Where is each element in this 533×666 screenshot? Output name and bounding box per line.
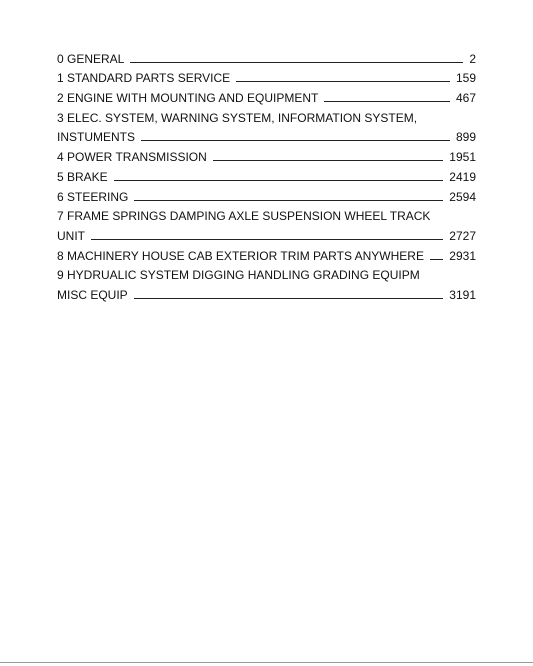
toc-entry-hydraulic-line-1[interactable] <box>57 263 476 283</box>
toc-entry-page: 2594 <box>449 189 476 204</box>
toc-entry-frame-line-1[interactable] <box>57 204 476 224</box>
toc-entry-title: 5 BRAKE <box>57 169 108 184</box>
toc-entry-title-line: 9 HYDRUALIC SYSTEM DIGGING HANDLING GRADING EQUIPM <box>57 268 420 283</box>
toc-entry-general[interactable] <box>57 46 476 66</box>
toc-leader-line <box>213 160 443 161</box>
toc-leader-line <box>91 239 443 240</box>
toc-entry-title: UNIT <box>57 228 85 243</box>
toc-entry-title: 8 MACHINERY HOUSE CAB EXTERIOR TRIM PARTS ANYWHERE <box>57 248 424 263</box>
toc-entry-brake[interactable] <box>57 164 476 184</box>
toc-entry-page: 2419 <box>449 169 476 184</box>
toc-entry-page: 159 <box>455 71 476 86</box>
toc-entry-page: 2 <box>469 51 476 66</box>
toc-entry-title-line: 3 ELEC. SYSTEM, WARNING SYSTEM, INFORMATION SYSTEM, <box>57 110 418 125</box>
toc-entry-page: 3191 <box>449 287 476 302</box>
toc-leader-line <box>114 180 444 181</box>
toc-entry-machinery-house[interactable] <box>57 243 476 263</box>
toc-entry-elec-system-line-1[interactable] <box>57 105 476 125</box>
toc-entry-page: 467 <box>455 91 476 106</box>
toc-entry-frame[interactable] <box>57 223 476 243</box>
toc-entry-title-line: 7 FRAME SPRINGS DAMPING AXLE SUSPENSION WHEEL TRACK <box>57 209 431 224</box>
toc-entry-title: 6 STEERING <box>57 189 129 204</box>
toc-entry-title: 4 POWER TRANSMISSION <box>57 150 207 165</box>
toc-entry-power-transmission[interactable] <box>57 144 476 164</box>
toc-entry-page: 2727 <box>449 228 476 243</box>
toc-leader-line <box>134 200 443 201</box>
page-bottom-divider <box>0 662 533 663</box>
toc-entry-elec-system[interactable] <box>57 125 476 145</box>
toc-leader-line <box>430 259 443 260</box>
toc-leader-line <box>141 140 450 141</box>
toc-entry-steering[interactable] <box>57 184 476 204</box>
toc-entry-hydraulic[interactable] <box>57 282 476 302</box>
toc-leader-line <box>130 62 463 63</box>
toc-entry-engine[interactable] <box>57 85 476 105</box>
toc-entry-title: INSTUMENTS <box>57 130 135 145</box>
toc-entry-title: MISC EQUIP <box>57 287 128 302</box>
toc-entry-page: 899 <box>455 130 476 145</box>
toc-entry-standard-parts-service[interactable] <box>57 66 476 86</box>
toc-leader-line <box>134 298 444 299</box>
toc-entry-title: 0 GENERAL <box>57 51 125 66</box>
toc-entry-title: 1 STANDARD PARTS SERVICE <box>57 71 231 86</box>
table-of-contents <box>57 46 476 302</box>
toc-entry-page: 1951 <box>449 150 476 165</box>
toc-entry-title: 2 ENGINE WITH MOUNTING AND EQUIPMENT <box>57 91 319 106</box>
toc-entry-page: 2931 <box>449 248 476 263</box>
toc-leader-line <box>324 101 450 102</box>
toc-leader-line <box>236 81 450 82</box>
